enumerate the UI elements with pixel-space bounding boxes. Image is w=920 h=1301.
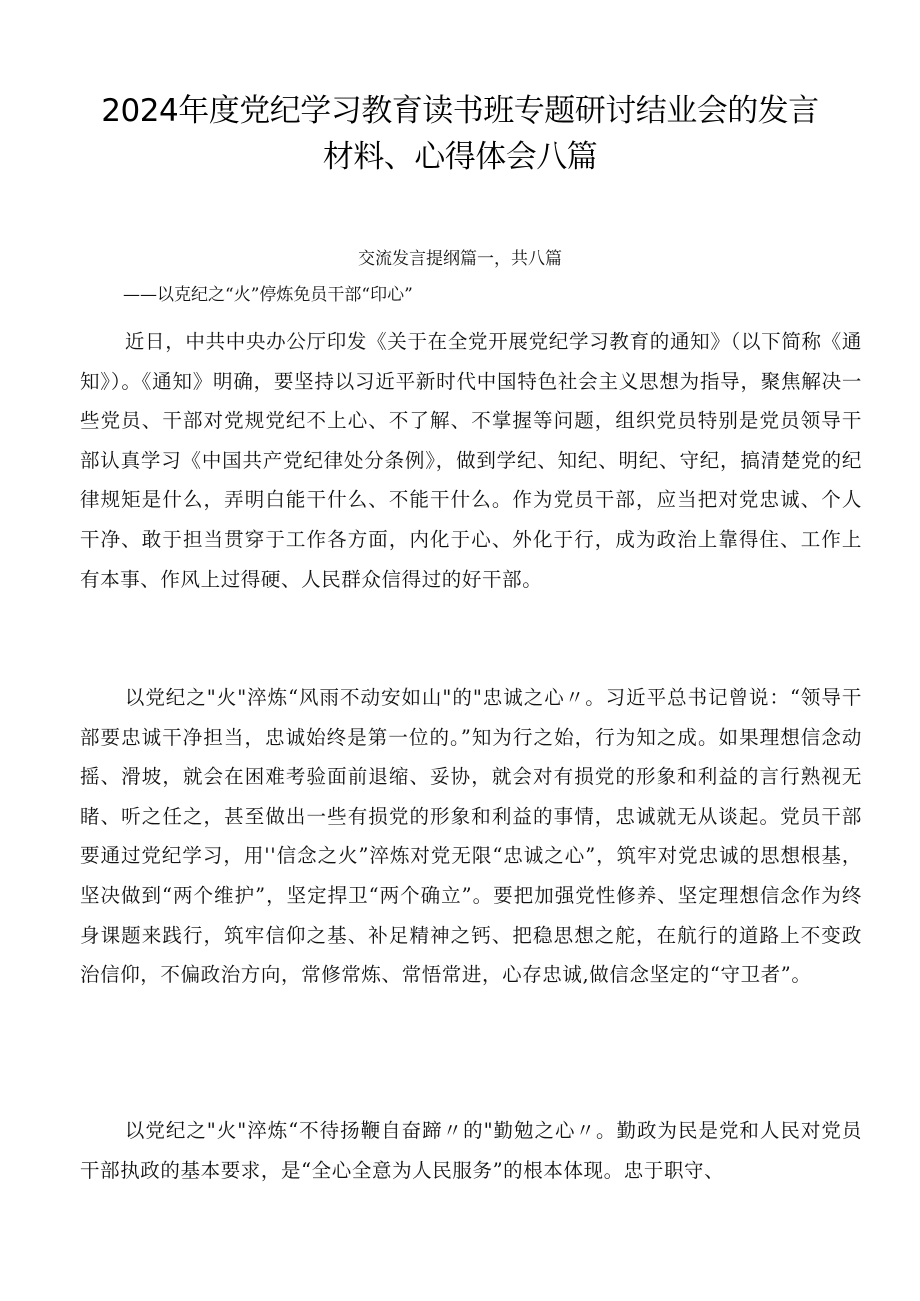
section-tagline: ——以克纪之“火”停炼免员干部“印心” [123, 285, 413, 305]
body-paragraph-3: 以党纪之"火"淬炼“不待扬鞭自奋蹄〃的"勤勉之心〃。勤政为民是党和人民对党员干部执政的基本要求，是“全心全意为人民服务”的根本体现。忠于职守、 [80, 1119, 862, 1182]
body-paragraph-2: 以党纪之"火"淬炼“风雨不动安如山"的"忠诚之心〃。习近平总书记曾说：“领导干部要忠诚干净担当，忠诚始终是第一位的。”知为行之始，行为知之成。如果理想信念动摇、滑坡，就会在困难考验面前退缩、妥协，就会对有损党的形象和利益的言行熟视无睹、听之任之，甚至做出一些有损党的形象和利益的事情，忠诚就无从谈起。党员干部要通过党纪学习，用''信念之火”淬炼对党无限“忠诚之心”，筑牢对党忠诚的思想根基，坚决做到“两个维护”，坚定捍卫“两个确立”。要把加强党性修养、坚定理想信念作为终身课题来践行，筑牢信仰之基、补足精神之钙、把稳思想之舵，在航行的道路上不变政治信仰，不偏政治方向，常修常炼、常悟常进，心存忠诚,做信念坚定的“守卫者”。 [80, 686, 862, 987]
document-title-line-2: 材料、心得体会八篇 [322, 139, 598, 175]
section-heading: 交流发言提纲篇一，共八篇 [358, 249, 562, 269]
body-paragraph-1: 近日，中共中央办公厅印发《关于在全党开展党纪学习教育的通知》（以下简称《通知》）。《通知》明确，要坚持以习近平新时代中国特色社会主义思想为指导，聚焦解决一些党员、干部对党规党纪不上心、不了解、不掌握等问题，组织党员特别是党员领导干部认真学习《中国共产党纪律处分条例》，做到学纪、知纪、明纪、守纪，搞清楚党的纪律规矩是什么，弄明白能干什么、不能干什么。作为党员干部，应当把对党忠诚、个人干净、敢于担当贯穿于工作各方面，内化于心、外化于行，成为政治上靠得住、工作上有本事、作风上过得硬、人民群众信得过的好干部。 [80, 330, 862, 591]
document-title-line-1: 2024年度党纪学习教育读书班专题研讨结业会的发言 [101, 93, 819, 129]
